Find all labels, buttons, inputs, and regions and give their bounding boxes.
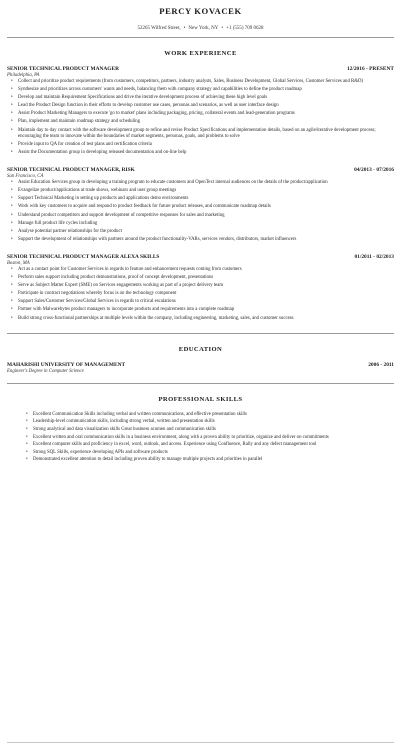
bullet-icon: • <box>26 411 28 417</box>
list-item-text: Lead the Product Design function in their efforts to develop customer use cases, personas and scenarios, as well as user interface design <box>18 103 279 109</box>
job-title: SENIOR TECHNICAL PRODUCT MANAGER, RISK <box>7 167 135 174</box>
list-item <box>11 103 394 109</box>
list-item-text: Support the development of relationships with partners around the product functionality-VARs, services vendors, distributors, market influencers <box>18 236 297 242</box>
job-responsibilities <box>7 79 394 156</box>
bullet-icon: • <box>11 307 13 313</box>
list-item-text: Excellent computer skills and proficiency in excel, word, outlook, and access. Experience using Confluence, Rally and any defect management tool <box>33 442 317 448</box>
bullet-icon: • <box>11 79 13 84</box>
bullet-icon: • <box>11 299 13 305</box>
list-item-text: Participate in contract negotiations whereby focus is on the technology component <box>18 291 177 297</box>
work-experience-heading: WORK EXPERIENCE <box>164 50 237 57</box>
job-title: SENIOR TECHNICAL PRODUCT MANAGER <box>7 66 119 72</box>
bullet-icon: • <box>11 188 13 194</box>
list-item <box>11 188 394 194</box>
job-location: Philadelphia, PA <box>7 73 40 78</box>
bullet-icon: • <box>11 291 13 297</box>
job-responsibilities <box>7 267 394 322</box>
job-entry <box>7 254 394 322</box>
bullet-icon: • <box>11 87 13 93</box>
list-item <box>26 411 394 418</box>
education-header <box>7 362 394 368</box>
list-item <box>11 204 394 210</box>
education-dates: 2006 - 2011 <box>368 361 394 368</box>
job-location: Boston, MA <box>7 261 30 267</box>
list-item-text: Manage full product life cycles including <box>18 220 98 226</box>
bullet-icon: • <box>11 212 13 218</box>
education-heading: EDUCATION <box>178 345 223 353</box>
resume-header <box>7 0 394 31</box>
list-item <box>11 119 394 125</box>
list-item-text: Excellent written and oral communication skills in a business environment, along with a proven ability to prioritize, organize and deliver on commitments <box>33 434 329 440</box>
list-item <box>11 236 394 243</box>
city-state: New York, NY <box>188 26 219 31</box>
list-item-text: Serve as Subject Matter Expert (SME) on Services engagements working as part of a project delivery team <box>18 283 224 289</box>
bullet-icon: • <box>11 204 13 210</box>
list-item-text: Partner with Malwarebytes product managers to incorporate products and requirements into a complete roadmap <box>18 307 235 313</box>
list-item-text: Plan, implement and maintain roadmap strategy and scheduling <box>18 119 141 125</box>
bullet-icon: • <box>11 283 13 289</box>
list-item <box>11 228 394 235</box>
street-address: 52265 Wilfred Street, <box>137 26 181 31</box>
job-header <box>7 167 394 173</box>
list-item <box>11 220 394 227</box>
contact-separator: • <box>221 26 224 31</box>
list-item <box>11 299 394 305</box>
list-item-text: Synthesize and prioritizes across customers' wants and needs, balancing them with company strategy and capabilities to define the product roadmap <box>18 87 302 93</box>
list-item <box>11 149 394 156</box>
bullet-icon: • <box>11 180 13 186</box>
bullet-icon: • <box>11 119 13 125</box>
list-item-text: Maintain day to day contact with the software development group to refine and revise Product Specifications and implementation details, based on an agile/iterative development process; encouraging the team to innovate within the boundaries of market segments, personas, goals, and problems to solve <box>18 127 376 139</box>
list-item-text: Understand product competitors and support development of competitive responses for sales and marketing <box>18 212 225 218</box>
list-item <box>11 127 394 140</box>
list-item <box>11 141 394 148</box>
list-item-text: Support Technical Marketing in setting up products and applications demo environments <box>18 196 189 202</box>
job-entry <box>7 167 394 243</box>
candidate-name: PERCY KOVACEK <box>159 6 242 16</box>
list-item-text: Leadership-level communication skills, including strong verbal, written and presentation skills <box>33 419 215 425</box>
list-item-text: Evangelize product/applications at trade shows, webinars and user group meetings <box>18 188 177 194</box>
contact-separator: • <box>183 26 186 31</box>
bullet-icon: • <box>11 103 13 109</box>
list-item <box>26 434 394 441</box>
job-header <box>7 254 394 260</box>
list-item <box>11 275 394 281</box>
list-item-text: Perform sales support including product demonstrations, proof of concept development, presentations <box>18 275 214 281</box>
list-item-text: Support Sales/Customer Services/Global Services in regards to critical escalations <box>18 299 176 305</box>
bullet-icon: • <box>26 442 28 448</box>
list-item-text: Demonstrated excellent attention to detail including proven ability to manage multiple projects and priorities in parallel <box>33 457 263 463</box>
job-responsibilities <box>7 180 394 243</box>
work-experience-list <box>7 66 394 322</box>
school-name: MAHARISHI UNIVERSITY OF MANAGEMENT <box>7 361 126 368</box>
bullet-icon: • <box>26 419 28 425</box>
list-item <box>11 111 394 117</box>
list-item-text: Build strong cross-functional partnerships at multiple levels within the company, including engineering, marketing, sales, and customer success <box>18 315 294 321</box>
list-item <box>11 196 394 202</box>
job-dates: 12/2016 - PRESENT <box>346 66 394 72</box>
list-item <box>11 283 394 289</box>
list-item <box>11 315 394 322</box>
list-item-text: Provide input to QA for creation of test plans and certification criteria <box>18 141 152 147</box>
list-item-text: Analyse potential partner relationships for the product <box>18 228 122 234</box>
bullet-icon: • <box>11 267 13 273</box>
bullet-icon: • <box>11 220 13 226</box>
list-item-text: Work with key customers to acquire and respond to product feedback for future product releases, and communicate roadmap details <box>18 204 271 210</box>
list-item <box>11 87 394 93</box>
contact-line <box>7 26 394 31</box>
job-dates: 04/2013 - 07/2016 <box>354 167 394 174</box>
job-entry <box>7 66 394 156</box>
list-item-text: Collect and prioritize product requirements (from customers, competitors, partners, industry analysts, Sales, Business Development, Global Services, Customer Services and R&D) <box>18 79 364 84</box>
bullet-icon: • <box>11 149 13 155</box>
degree: Engineer's Degree in Computer Science <box>7 368 84 374</box>
list-item <box>26 426 394 433</box>
bullet-icon: • <box>11 196 13 202</box>
list-item-text: Assist the Documentation group in developing released documentation and on-line help <box>18 149 187 155</box>
footer-divider <box>7 742 394 743</box>
list-item-text: Develop and maintain Requirement Specifications and drive the iterative development process of achieving these high level goals <box>18 95 268 101</box>
list-item <box>11 291 394 297</box>
education-entry <box>7 362 394 374</box>
bullet-icon: • <box>11 141 13 147</box>
job-header <box>7 66 394 72</box>
list-item-text: Excellent Communication Skills including verbal and written communications, and effective presentation skills <box>33 411 247 417</box>
bullet-icon: • <box>11 236 13 242</box>
list-item <box>11 95 394 101</box>
list-item <box>11 79 394 85</box>
bullet-icon: • <box>11 111 13 117</box>
list-item-text: Act as a contact point for Customer Services in regards to feature and enhancement requests coming from customers <box>18 267 242 273</box>
job-location: San Francisco, CA <box>7 174 44 180</box>
header-divider <box>7 37 394 38</box>
list-item-text: Assist Product Marketing Managers to execute 'go to market' plans including packaging, pricing, collateral events and lead-generation programs <box>18 111 295 117</box>
bullet-icon: • <box>11 275 13 281</box>
list-item <box>11 212 394 219</box>
list-item <box>26 457 394 463</box>
list-item <box>26 449 394 456</box>
list-item <box>11 180 394 186</box>
bullet-icon: • <box>26 449 28 455</box>
bullet-icon: • <box>26 426 28 432</box>
list-item <box>11 267 394 273</box>
phone-number: +1 (555) 709 0628 <box>226 26 264 31</box>
skills-list <box>7 412 394 464</box>
skills-divider <box>7 383 394 384</box>
bullet-icon: • <box>11 127 13 133</box>
list-item <box>26 442 394 448</box>
bullet-icon: • <box>26 457 28 463</box>
job-title: SENIOR TECHNICAL PRODUCT MANAGER ALEXA SKILLS <box>7 254 160 261</box>
list-item-text: Strong SQL Skills, experience developing APIs and software products <box>33 449 168 455</box>
bullet-icon: • <box>26 434 28 440</box>
bullet-icon: • <box>11 315 13 321</box>
professional-skills-heading: PROFESSIONAL SKILLS <box>158 395 243 403</box>
list-item-text: Assist Education Services group in developing a training program to educate customers and OpenText internal audiences on the details of the product/application <box>18 180 328 186</box>
bullet-icon: • <box>11 228 13 234</box>
list-item <box>11 307 394 313</box>
list-item-text: Strong analytical and data visualization skills Great business acumen and communication skills <box>33 426 216 432</box>
list-item <box>26 419 394 425</box>
bullet-icon: • <box>11 95 13 101</box>
job-dates: 01/2011 - 02/2013 <box>354 254 394 261</box>
education-divider <box>7 333 394 334</box>
